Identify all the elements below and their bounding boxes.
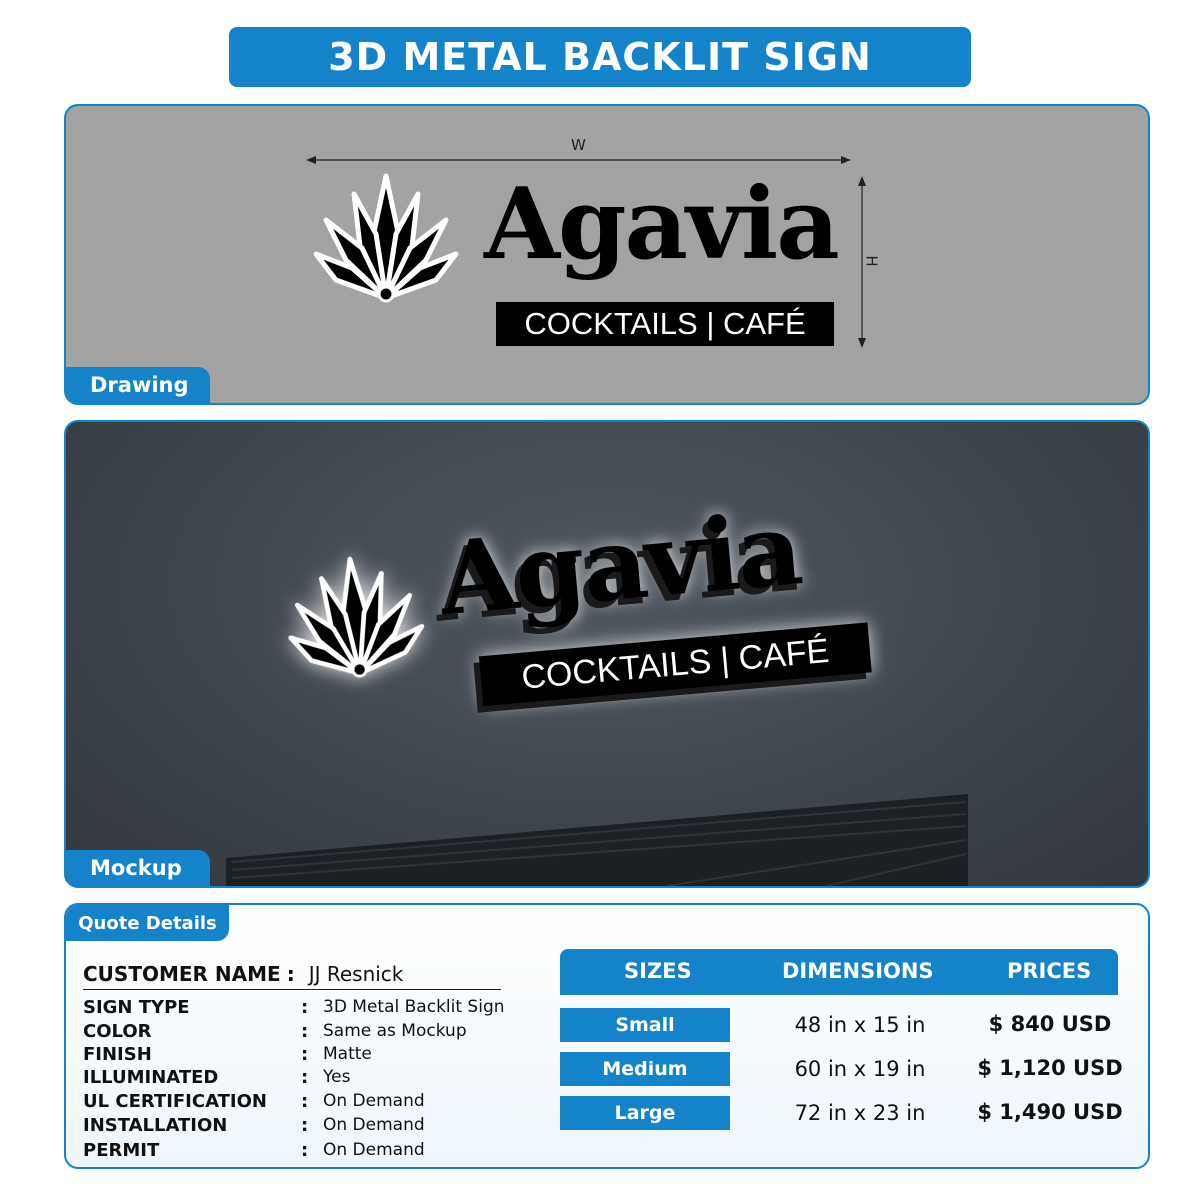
quote-details-panel bbox=[64, 903, 1150, 1169]
spec-row bbox=[83, 1020, 467, 1042]
separator: : bbox=[301, 1066, 309, 1088]
spec-value: On Demand bbox=[323, 1115, 425, 1135]
size-option-medium[interactable]: Medium bbox=[560, 1052, 730, 1086]
mockup-panel bbox=[64, 420, 1150, 888]
agave-logo-icon bbox=[312, 172, 460, 306]
spec-value: Yes bbox=[323, 1067, 351, 1087]
dimensions-cell: 48 in x 15 in bbox=[794, 1013, 926, 1037]
spec-key: INSTALLATION bbox=[83, 1114, 228, 1136]
pricing-table-header bbox=[560, 949, 1118, 995]
spec-key: FINISH bbox=[83, 1043, 152, 1065]
header-dimensions: DIMENSIONS bbox=[782, 959, 934, 983]
price-cell: $ 840 USD bbox=[988, 1012, 1112, 1036]
size-option-large[interactable]: Large bbox=[560, 1096, 730, 1130]
spec-row bbox=[83, 1114, 425, 1136]
spec-row bbox=[83, 1066, 350, 1088]
customer-name-value: JJ Resnick bbox=[308, 962, 404, 986]
dimensions-cell: 60 in x 19 in bbox=[794, 1057, 926, 1081]
separator: : bbox=[301, 1043, 309, 1065]
header-prices: PRICES bbox=[1007, 959, 1092, 983]
drawing-panel bbox=[64, 104, 1150, 405]
spec-key: ILLUMINATED bbox=[83, 1066, 219, 1088]
header-sizes: SIZES bbox=[624, 959, 692, 983]
brand-subtitle: COCKTAILS | CAFÉ bbox=[496, 302, 834, 346]
spec-row bbox=[83, 1043, 372, 1065]
spec-key: SIGN TYPE bbox=[83, 996, 190, 1018]
width-label: W bbox=[571, 136, 586, 154]
tab-drawing: Drawing bbox=[66, 367, 210, 403]
spec-row bbox=[83, 1139, 425, 1161]
separator: : bbox=[301, 1020, 309, 1042]
customer-name-row bbox=[83, 959, 501, 990]
customer-name-key: CUSTOMER NAME bbox=[83, 962, 281, 986]
spec-value: 3D Metal Backlit Sign bbox=[323, 997, 505, 1017]
mockup-brand-name: Agavia bbox=[434, 489, 806, 639]
height-label: H bbox=[862, 255, 881, 267]
tab-quote-details: Quote Details bbox=[66, 905, 229, 941]
tab-mockup: Mockup bbox=[66, 850, 210, 886]
spec-row bbox=[83, 996, 505, 1018]
spec-value: Matte bbox=[323, 1044, 372, 1064]
separator: : bbox=[301, 996, 309, 1018]
spec-value: On Demand bbox=[323, 1091, 425, 1111]
separator: : bbox=[301, 1114, 309, 1136]
spec-value: Same as Mockup bbox=[323, 1021, 467, 1041]
page-title: 3D METAL BACKLIT SIGN bbox=[229, 27, 971, 87]
separator: : bbox=[301, 1090, 309, 1112]
spec-key: PERMIT bbox=[83, 1139, 160, 1161]
dimensions-cell: 72 in x 23 in bbox=[794, 1101, 926, 1125]
mockup-brand-subtitle: COCKTAILS | CAFÉ bbox=[479, 622, 872, 706]
spec-key: UL CERTIFICATION bbox=[83, 1090, 267, 1112]
price-cell: $ 1,120 USD bbox=[977, 1056, 1123, 1080]
spec-key: COLOR bbox=[83, 1020, 152, 1042]
separator: : bbox=[286, 962, 295, 986]
price-cell: $ 1,490 USD bbox=[977, 1100, 1123, 1124]
spec-value: On Demand bbox=[323, 1140, 425, 1160]
spec-row bbox=[83, 1090, 425, 1112]
size-option-small[interactable]: Small bbox=[560, 1008, 730, 1042]
agave-logo-glow-icon bbox=[280, 549, 430, 687]
separator: : bbox=[301, 1139, 309, 1161]
brand-name: Agavia bbox=[484, 167, 838, 282]
